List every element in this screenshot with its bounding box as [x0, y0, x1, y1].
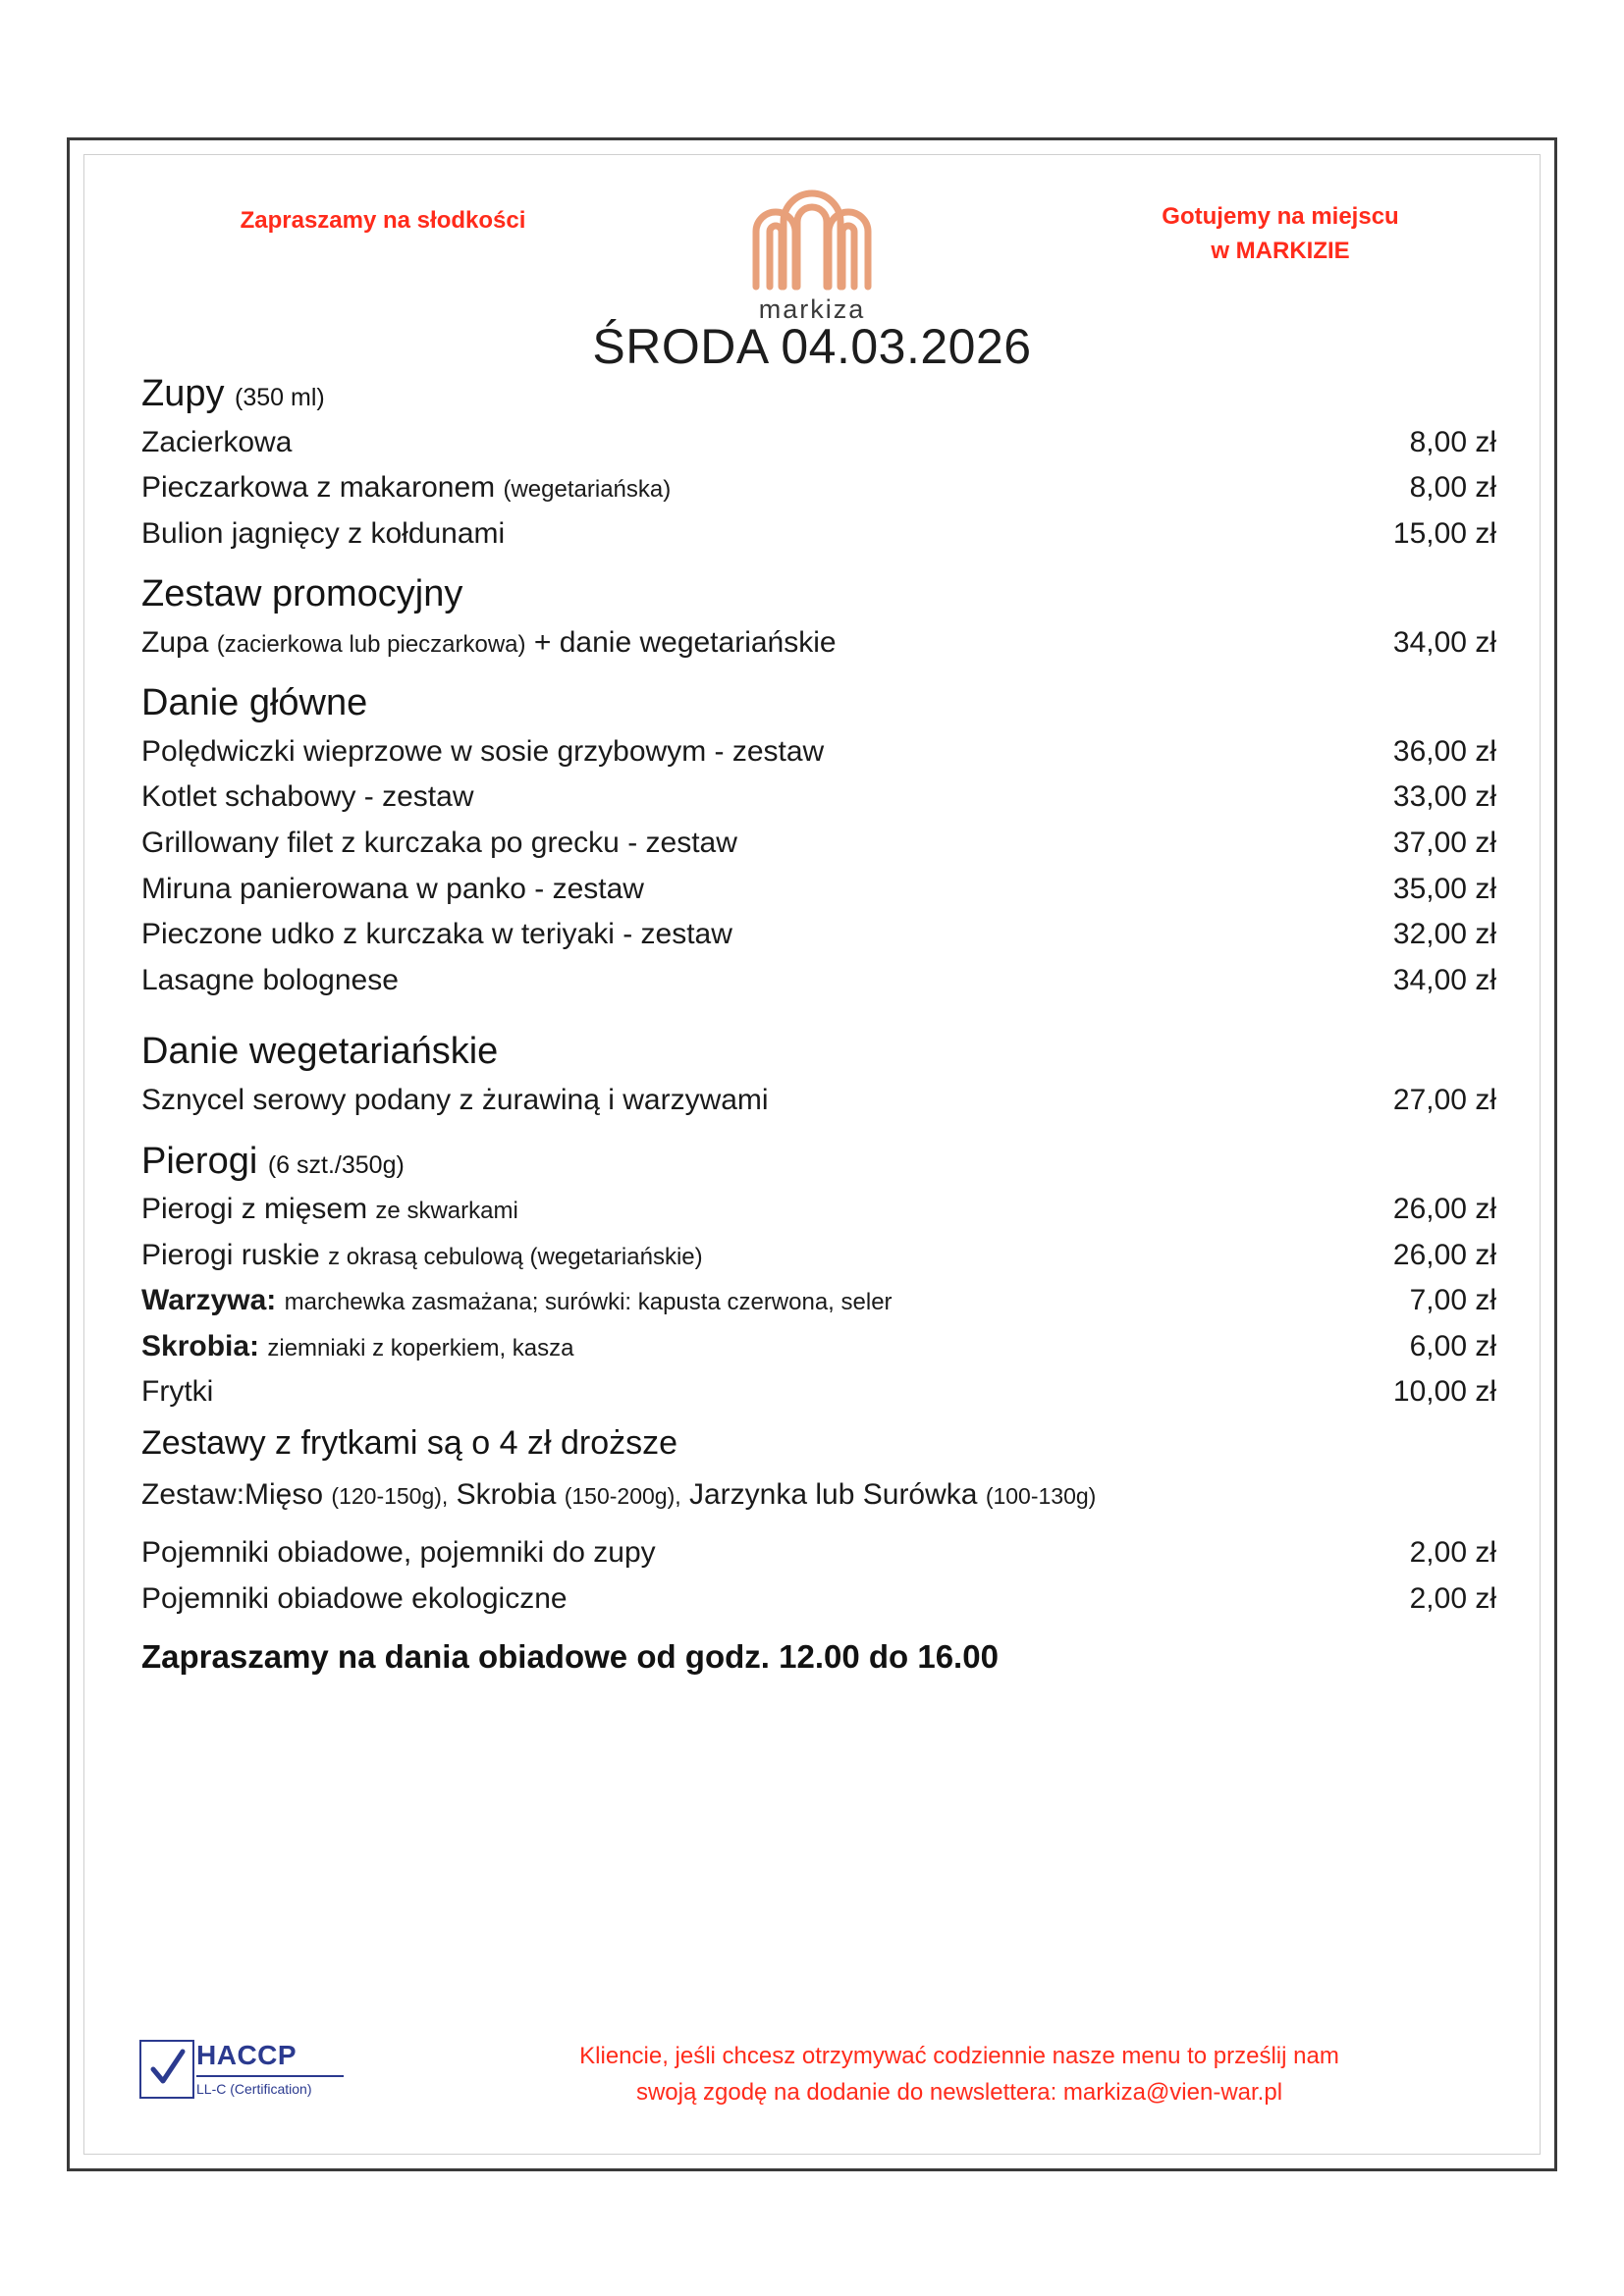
menu-row — [141, 729, 1496, 774]
section-heading-danie-glowne — [141, 680, 1496, 727]
section-heading-zupy — [141, 371, 1496, 418]
section-title: Zestaw promocyjny — [141, 573, 463, 615]
menu-item-name: Pieczone udko z kurczaka w teriyaki - zestaw — [141, 918, 732, 951]
section-title: Zupy — [141, 373, 225, 414]
section-title: Pierogi — [141, 1140, 258, 1182]
menu-item-name: Polędwiczki wieprzowe w sosie grzybowym - zestaw — [141, 734, 825, 768]
menu-item-price: 37,00 zł — [1392, 827, 1496, 860]
brand-name: markiza — [758, 294, 866, 324]
haccp-certification-logo — [139, 2038, 346, 2112]
newsletter-line-1: Kliencie, jeśli chcesz otrzymywać codziennie nasze menu to prześlij nam — [579, 2043, 1339, 2069]
menu-row — [141, 958, 1496, 1003]
tagline-left: Zapraszamy na słodkości — [240, 207, 526, 234]
menu-item-price: 6,00 zł — [1409, 1329, 1496, 1362]
page-title: ŚRODA 04.03.2026 — [592, 319, 1032, 374]
menu-item-price: 7,00 zł — [1409, 1284, 1496, 1317]
item-sublabel: z okrasą cebulową (wegetariańskie) — [328, 1243, 703, 1270]
item-label-2: + danie wegetariańskie — [533, 625, 837, 659]
menu-footer — [128, 2032, 1496, 2138]
menu-row-extra — [141, 1324, 1496, 1369]
menu-item-name — [141, 1187, 538, 1232]
menu-item-name — [141, 1233, 723, 1278]
item-label: Pieczarkowa z makaronem — [141, 471, 496, 505]
menu-item-price: 26,00 zł — [1392, 1193, 1496, 1226]
tagline-right — [1094, 200, 1467, 269]
menu-row-container — [141, 1530, 1496, 1575]
extra-label: Skrobia: — [141, 1329, 260, 1362]
haccp-sublabel: LL-C (Certification) — [196, 2081, 312, 2097]
menu-item-price: 34,00 zł — [1392, 963, 1496, 996]
menu-item-price: 33,00 zł — [1392, 780, 1496, 814]
set-part: Skrobia — [456, 1478, 557, 1511]
haccp-label: HACCP — [196, 2040, 298, 2070]
menu-row-extra — [141, 1278, 1496, 1323]
set-part: Jarzynka lub Surówka — [689, 1478, 978, 1511]
menu-item-price: 26,00 zł — [1392, 1238, 1496, 1271]
menu-item-name: Sznycel serowy podany z żurawiną i warzywami — [141, 1083, 769, 1116]
section-title: Danie główne — [141, 682, 368, 724]
menu-item-price: 8,00 zł — [1409, 425, 1496, 458]
menu-item-name: Miruna panierowana w panko - zestaw — [141, 872, 644, 905]
menu-item-price: 2,00 zł — [1409, 1581, 1496, 1615]
opening-hours-note: Zapraszamy na dania obiadowe od godz. 12.00 do 16.00 — [141, 1638, 999, 1676]
menu-item-name — [141, 511, 524, 557]
menu-inner-frame — [83, 154, 1541, 2155]
menu-item-name: Frytki — [141, 1375, 214, 1409]
menu-row — [141, 774, 1496, 820]
menu-item-price: 2,00 zł — [1409, 1536, 1496, 1569]
item-label: Pierogi ruskie — [141, 1238, 320, 1271]
menu-row-extra — [141, 1369, 1496, 1415]
menu-item-price: 27,00 zł — [1392, 1083, 1496, 1116]
checkmark-icon — [139, 2040, 194, 2099]
menu-item-price: 34,00 zł — [1392, 625, 1496, 659]
section-unit: (6 szt./350g) — [267, 1150, 405, 1179]
menu-item-price: 32,00 zł — [1392, 918, 1496, 951]
item-label: Zupa — [141, 625, 209, 659]
extra-label: Warzywa: — [141, 1284, 277, 1317]
menu-header — [128, 179, 1496, 374]
check-glyph — [147, 2048, 187, 2091]
menu-row — [141, 821, 1496, 866]
menu-item-name: Kotlet schabowy - zestaw — [141, 780, 474, 814]
menu-row — [141, 465, 1496, 510]
item-sublabel: (zacierkowa lub pieczarkowa) — [216, 630, 526, 658]
item-sublabel: ze skwarkami — [375, 1198, 518, 1225]
menu-item-price: 35,00 zł — [1392, 872, 1496, 905]
item-label: Pierogi z mięsem — [141, 1193, 368, 1226]
menu-row — [141, 1078, 1496, 1123]
menu-row — [141, 912, 1496, 957]
menu-row — [141, 420, 1496, 465]
menu-item-name — [141, 465, 690, 510]
menu-row — [141, 620, 1496, 666]
extra-sublabel: marchewka zasmażana; surówki: kapusta czerwona, seler — [284, 1289, 893, 1316]
menu-row — [141, 867, 1496, 912]
menu-row — [141, 1187, 1496, 1232]
menu-item-name: Pojemniki obiadowe, pojemniki do zupy — [141, 1536, 656, 1569]
item-label: Zacierkowa — [141, 425, 293, 458]
menu-item-price: 36,00 zł — [1392, 734, 1496, 768]
set-part-small: (120-150g), — [331, 1483, 449, 1509]
menu-item-price: 8,00 zł — [1409, 471, 1496, 505]
item-sublabel: (wegetariańska) — [503, 476, 672, 504]
menu-item-name: Grillowany filet z kurczaka po grecku - zestaw — [141, 827, 737, 860]
set-part-small: (100-130g) — [985, 1483, 1097, 1509]
menu-sheet — [67, 137, 1557, 2171]
newsletter-line-2: swoją zgodę na dodanie do newslettera: markiza@vien-war.pl — [635, 2079, 1283, 2107]
menu-row-container — [141, 1576, 1496, 1622]
extra-sublabel: ziemniaki z koperkiem, kasza — [267, 1334, 574, 1362]
section-unit: (350 ml) — [235, 384, 325, 411]
menu-item-name — [141, 420, 311, 465]
menu-item-name — [141, 1324, 593, 1369]
section-heading-danie-wegetarianskie — [141, 1029, 1496, 1076]
menu-row — [141, 511, 1496, 557]
haccp-divider — [196, 2075, 344, 2077]
menu-item-price: 15,00 zł — [1392, 516, 1496, 550]
menu-item-name: Pojemniki obiadowe ekologiczne — [141, 1581, 568, 1615]
section-title: Danie wegetariańskie — [141, 1031, 499, 1073]
section-heading-pierogi — [141, 1139, 1496, 1186]
set-definition-note — [141, 1472, 1496, 1517]
tagline-right-line2: w MARKIZIE — [1211, 237, 1350, 264]
menu-item-price: 10,00 zł — [1392, 1375, 1496, 1409]
section-heading-zestaw-promocyjny — [141, 571, 1496, 618]
item-label: Bulion jagnięcy z kołdunami — [141, 516, 506, 550]
markiza-logo-icon — [738, 188, 886, 291]
tagline-right-line1: Gotujemy na miejscu — [1162, 203, 1399, 230]
menu-item-name — [141, 620, 856, 666]
menu-item-name — [141, 1278, 912, 1323]
menu-body — [128, 371, 1496, 1676]
set-part-small: (150-200g), — [564, 1483, 681, 1509]
newsletter-note — [422, 2038, 1496, 2110]
menu-row — [141, 1233, 1496, 1278]
set-part: Zestaw:Mięso — [141, 1478, 324, 1511]
fries-surcharge-note: Zestawy z frytkami są o 4 zł droższe — [141, 1424, 678, 1462]
menu-item-name: Lasagne bolognese — [141, 963, 399, 996]
